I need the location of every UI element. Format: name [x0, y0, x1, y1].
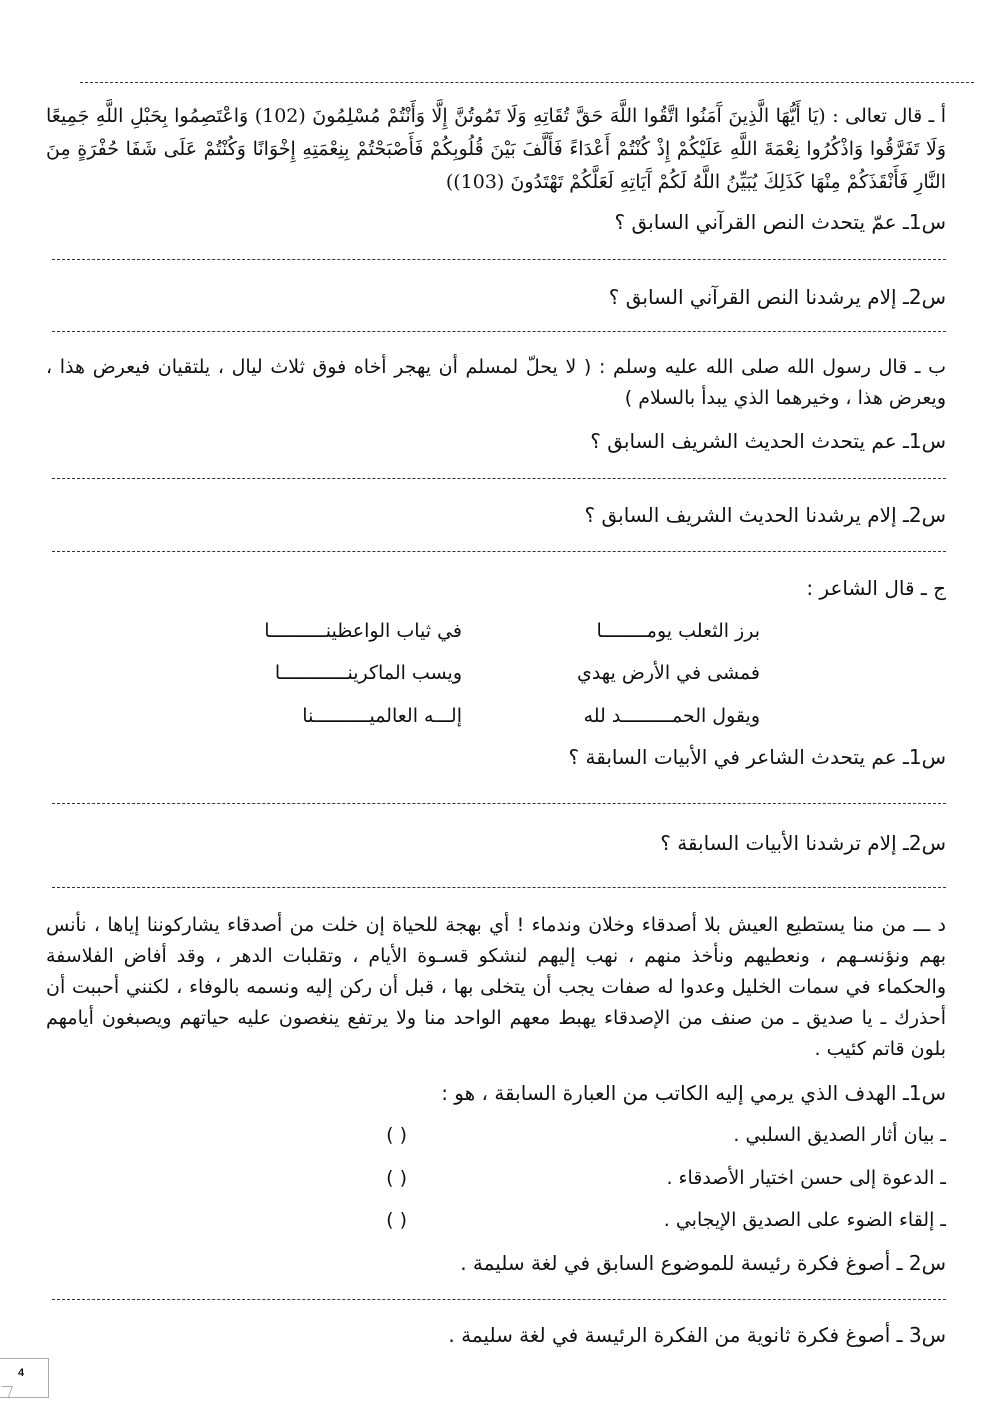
hadith-passage: ب ـ قال رسول الله صلى الله عليه وسلم : ( لا يحلّ لمسلم أن يهجر أخاه فوق ثلاث ليال ، يلتقيان فيعرض هذا ، ويعرض هذا ، وخيرهما الذي يبدأ بالسلام ): [46, 356, 946, 409]
answer-line-a2[interactable]: [52, 331, 946, 332]
question-d1: س1ـ الهدف الذي يرمي إليه الكاتب من العبارة السابقة ، هو :: [441, 1081, 946, 1105]
verse-3-second: إلـــه العالميــــــــــنا: [302, 705, 462, 727]
question-d3: س3 ـ أصوغ فكرة ثانوية من الفكرة الرئيسة في لغة سليمة .: [448, 1323, 946, 1347]
question-c1: س1ـ عم يتحدث الشاعر في الأبيات السابقة ؟: [568, 745, 946, 769]
top-divider: [80, 82, 974, 83]
option-1: ـ بيان أثار الصديق السلبي .: [733, 1124, 946, 1146]
quran-passage: أ ـ قال تعالى : (يَا أَيُّهَا الَّذِينَ آَمَنُوا اتَّقُوا اللَّهَ حَقَّ تُقَاتِهِ وَلَا تَمُوتُنَّ إِلَّا وَأَنْتُمْ مُسْلِمُونَ (102) وَاعْتَصِمُوا بِحَبْلِ اللَّهِ جَمِيعًا وَلَا تَفَرَّقُوا وَاذْكُرُوا نِعْمَةَ اللَّهِ عَلَيْكُمْ إِذْ كُنْتُمْ أَعْدَاءً فَأَلَّفَ بَيْنَ قُلُوبِكُمْ فَأَصْبَحْتُمْ بِنِعْمَتِهِ إِخْوَانًا وَكُنْتُمْ عَلَى شَفَا حُفْرَةٍ مِنَ النَّارِ فَأَنْقَذَكُمْ مِنْهَا كَذَلِكَ يُبَيِّنُ اللَّهُ لَكُمْ آَيَاتِهِ لَعَلَّكُمْ تَهْتَدُونَ (103)): [46, 105, 946, 193]
question-b1: س1ـ عم يتحدث الحديث الشريف السابق ؟: [590, 429, 946, 453]
option-1-checkbox[interactable]: ( ): [386, 1124, 407, 1146]
verse-3-first: ويقول الحمـــــــــد لله: [583, 705, 760, 727]
option-3-checkbox[interactable]: ( ): [386, 1209, 407, 1231]
answer-line-b1[interactable]: [52, 478, 946, 479]
option-3: ـ إلقاء الضوء على الصديق الإيجابي .: [663, 1209, 946, 1231]
verse-1-second: في ثياب الواعظينــــــــــا: [264, 620, 462, 642]
page-corner-icon: [0, 1386, 13, 1397]
answer-line-a1[interactable]: [52, 259, 946, 260]
option-2: ـ الدعوة إلى حسن اختيار الأصدقاء .: [666, 1167, 946, 1189]
answer-line-c2[interactable]: [52, 887, 946, 888]
page-number: 4: [18, 1367, 25, 1379]
question-d2: س2 ـ أصوغ فكرة رئيسة للموضوع السابق في لغة سليمة .: [460, 1251, 946, 1275]
poem-intro: ج ـ قال الشاعر :: [806, 576, 946, 600]
verse-2-second: ويسب الماكرينــــــــــــا: [274, 662, 462, 684]
answer-line-d2[interactable]: [52, 1299, 946, 1300]
answer-line-c1[interactable]: [52, 803, 946, 804]
verse-2-first: فمشى في الأرض يهدي: [576, 662, 760, 684]
answer-line-b2[interactable]: [52, 551, 946, 552]
page-number-tab: [0, 1358, 49, 1398]
prose-passage: د ـــ من منا يستطيع العيش بلا أصدقاء وخلان وندماء ! أي بهجة للحياة إن خلت من أصدقاء يشاركوننا إياها ، نأنس بهم ونؤنسـهم ، ونعطيهم ونأخذ منهم ، نهب إليهم لنشكو قسـوة الأيام ، وتقلبات الدهر ، وقد أفاض الفلاسفة والحكماء في سمات الخليل وعدوا له صفات يجب أن يتخلى بها ، قبل أن ركن إليه ونسمه بالوفاء ، لكنني أحببت أن أحذرك ـ يا صديق ـ من صنف من الإصدقاء يهبط معهم الواحد منا ولا يرتفع ينغصون عليه حياتهم ويصبغون أيامهم بلون قاتم كئيب .: [46, 914, 946, 1060]
question-b2: س2ـ إلام يرشدنا الحديث الشريف السابق ؟: [584, 503, 946, 527]
question-a1: س1ـ عمّ يتحدث النص القرآني السابق ؟: [614, 210, 946, 234]
verse-1-first: برز الثعلب يومــــــــا: [596, 620, 760, 642]
question-c2: س2ـ إلام ترشدنا الأبيات السابقة ؟: [660, 831, 946, 855]
option-2-checkbox[interactable]: ( ): [386, 1167, 407, 1189]
question-a2: س2ـ إلام يرشدنا النص القرآني السابق ؟: [608, 285, 946, 309]
